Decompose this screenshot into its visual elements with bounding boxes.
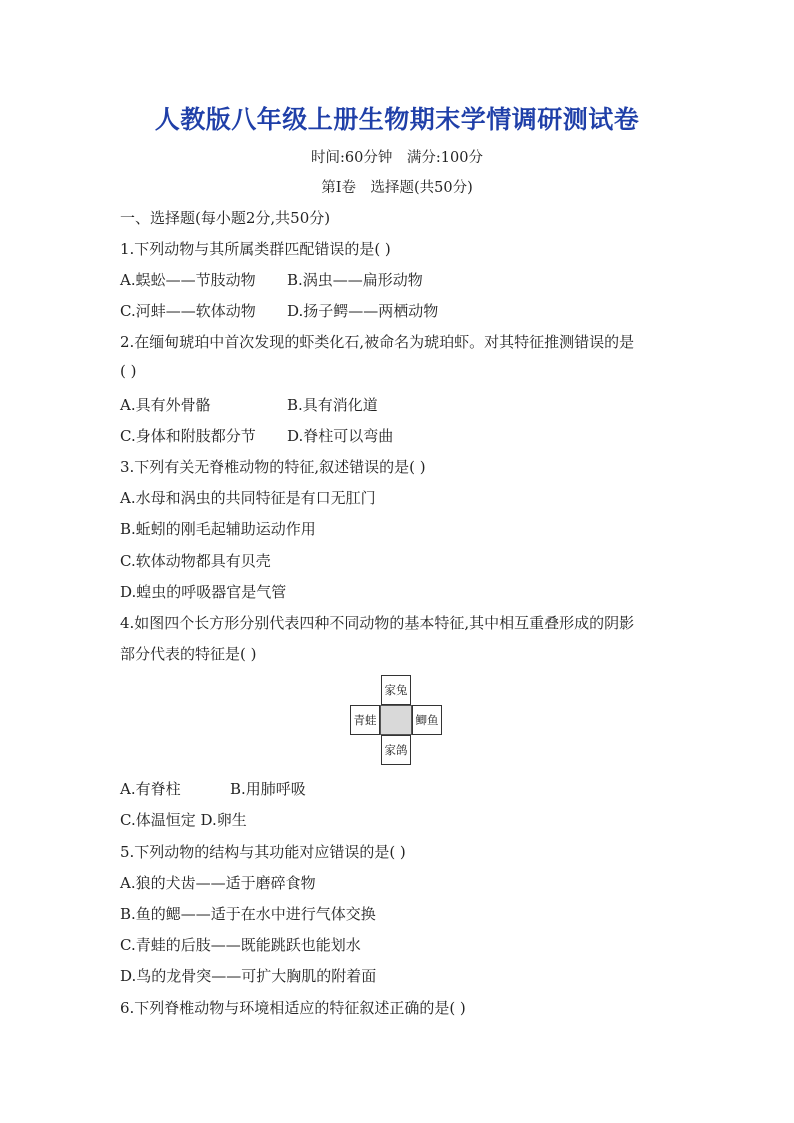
diagram-cell-top: 家兔 bbox=[381, 675, 411, 705]
q3-option-a: A.水母和涡虫的共同特征是有口无肛门 bbox=[120, 489, 376, 507]
q2-option-d: D.脊柱可以弯曲 bbox=[287, 427, 394, 445]
q1-option-c: C.河蚌——软体动物 bbox=[120, 302, 256, 320]
q2-option-b: B.具有消化道 bbox=[287, 396, 378, 414]
q3-option-c: C.软体动物都具有贝壳 bbox=[120, 552, 271, 570]
q4-option-b: B.用肺呼吸 bbox=[230, 780, 306, 798]
q5-option-d: D.鸟的龙骨突——可扩大胸肌的附着面 bbox=[120, 967, 377, 985]
diagram-cell-bottom: 家鸽 bbox=[381, 735, 411, 765]
q3-option-b: B.蚯蚓的刚毛起辅助运动作用 bbox=[120, 520, 316, 538]
q3-stem: 3.下列有关无脊椎动物的特征,叙述错误的是( ) bbox=[120, 458, 426, 476]
part-header: 一、选择题(每小题2分,共50分) bbox=[120, 209, 331, 227]
q1-option-d: D.扬子鳄——两栖动物 bbox=[287, 302, 439, 320]
q1-options-row2 bbox=[120, 300, 620, 321]
q5-stem: 5.下列动物的结构与其功能对应错误的是( ) bbox=[120, 843, 406, 861]
q2-stem-line2: ( ) bbox=[120, 362, 137, 380]
q5-option-c: C.青蛙的后肢——既能跳跃也能划水 bbox=[120, 936, 361, 954]
diagram-cell-right: 鲫鱼 bbox=[412, 705, 442, 735]
exam-title: 人教版八年级上册生物期末学情调研测试卷 bbox=[154, 105, 640, 134]
q2-option-a: A.具有外骨骼 bbox=[120, 396, 211, 414]
diagram-shaded-overlap bbox=[380, 705, 412, 735]
q4-stem-line1: 4.如图四个长方形分别代表四种不同动物的基本特征,其中相互重叠形成的阴影 bbox=[120, 614, 635, 632]
q4-option-a: A.有脊柱 bbox=[120, 780, 181, 798]
q5-option-b: B.鱼的鳃——适于在水中进行气体交换 bbox=[120, 905, 376, 923]
q6-stem: 6.下列脊椎动物与环境相适应的特征叙述正确的是( ) bbox=[120, 999, 466, 1017]
q2-options-row1 bbox=[120, 394, 620, 415]
q5-option-a: A.狼的犬齿——适于磨碎食物 bbox=[120, 874, 316, 892]
q4-options-row1 bbox=[120, 778, 620, 799]
q2-stem-line1: 2.在缅甸琥珀中首次发现的虾类化石,被命名为琥珀虾。对其特征推测错误的是 bbox=[120, 333, 635, 351]
section-header: 第Ⅰ卷 选择题(共50分) bbox=[321, 180, 473, 196]
overlap-diagram bbox=[350, 675, 442, 765]
q2-options-row2 bbox=[120, 425, 620, 446]
q4-stem-line2: 部分代表的特征是( ) bbox=[120, 645, 257, 663]
q1-option-b: B.涡虫——扁形动物 bbox=[287, 271, 423, 289]
q3-option-d: D.蝗虫的呼吸器官是气管 bbox=[120, 583, 287, 601]
time-info: 时间:60分钟 满分:100分 bbox=[311, 150, 483, 166]
q4-options-row2: C.体温恒定 D.卵生 bbox=[120, 811, 247, 829]
q2-option-c: C.身体和附肢都分节 bbox=[120, 427, 256, 445]
q1-option-a: A.蜈蚣——节肢动物 bbox=[120, 271, 256, 289]
diagram-cell-left: 青蛙 bbox=[350, 705, 380, 735]
q1-options-row1 bbox=[120, 269, 620, 290]
q1-stem: 1.下列动物与其所属类群匹配错误的是( ) bbox=[120, 240, 391, 258]
